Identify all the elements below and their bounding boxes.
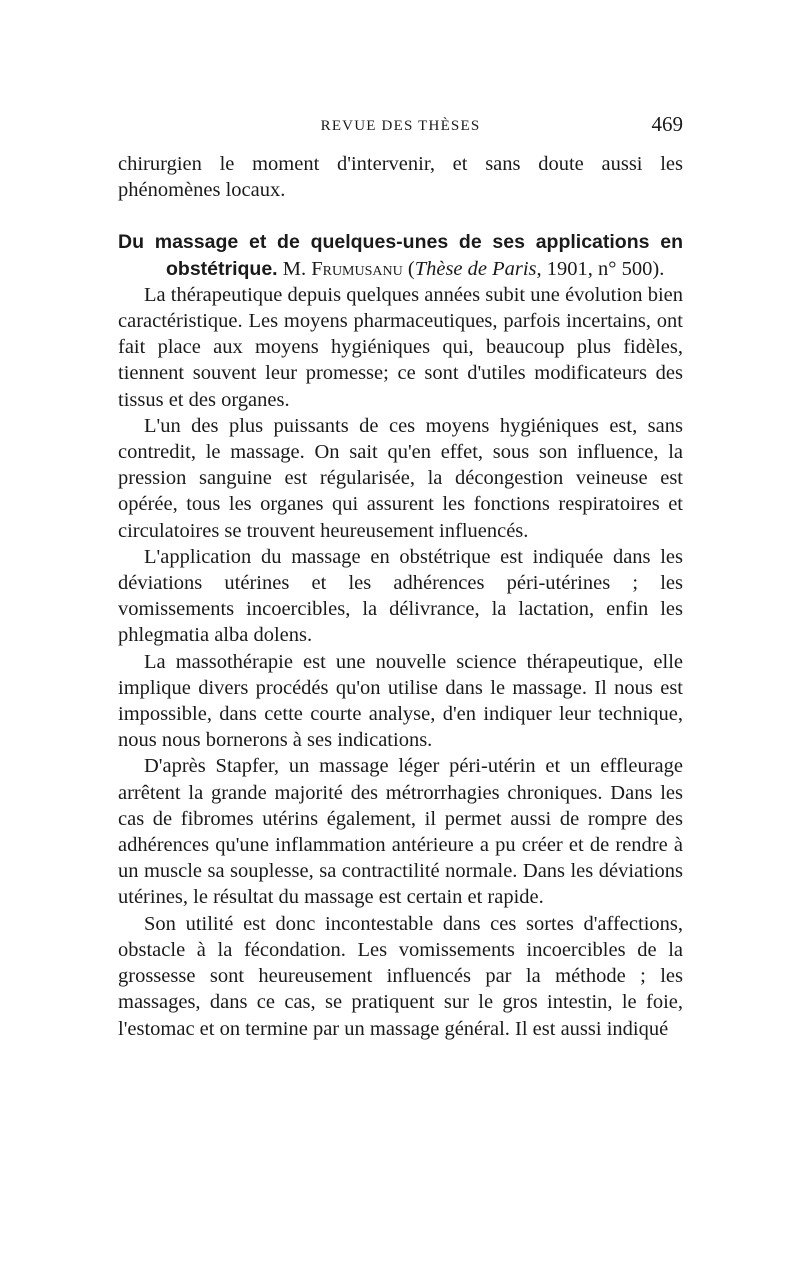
page-header [118,112,683,142]
author-prefix: M. [282,257,307,280]
paragraph-3: L'application du massage en obstétrique est indiquée dans les déviations utérines et les adhérences péri-utérines ; les vomissements incoercibles, la délivrance, la lactation, enfin les phlegmatia alba dolens. [118,545,683,647]
source-open: ( [407,257,415,280]
page-number: 469 [651,112,683,136]
source-title: Thèse de Paris [414,257,537,280]
paragraph-2: L'un des plus puissants de ces moyens hygiéniques est, sans contredit, le massage. On sait qu'en effet, sous son influence, la pression sanguine est régularisée, la décongestion veineuse est opérée, tous les organes qui assurent les fonctions respiratoires et circulatoires se trouvent heureusement influencés. [118,414,683,542]
article-author: Frumusanu [311,257,403,280]
paragraph-5: D'après Stapfer, un massage léger péri-utérin et un effleurage arrêtent la grande majorité des métrorrhagies chroniques. Dans les cas de fibromes utérins également, il permet aussi de rompre des adhérences qu'une inflammation antérieure a pu créer et de rendre à un muscle sa souplesse, sa contractilité normale. Dans les déviations utérines, le résultat du massage est certain et rapide. [118,755,683,909]
body-text [118,151,683,1042]
article-heading [118,229,683,281]
source-details: , 1901, n° 500). [536,257,665,280]
paragraph-6: Son utilité est donc incontestable dans ces sortes d'affections, obstacle à la fécondation. Les vomissements incoercibles de la grossesse sont heureusement influencés par la méthode ; les massages, dans ce cas, se pratiquent sur le gros intestin, le foie, l'estomac et on termine par un massage général. Il est aussi indiqué [118,912,683,1040]
paragraph-1: La thérapeutique depuis quelques années subit une évolution bien caractéristique. Les moyens pharmaceutiques, parfois incertains, ont fait place aux moyens hygiéniques qui, beaucoup plus fidèles, tiennent souvent leur promesse; ce sont d'utiles modificateurs des tissus et des organes. [118,283,683,411]
article-title: Du massage et de quelques-unes de ses applications en obstétrique. [118,231,683,280]
continuation-paragraph: chirurgien le moment d'intervenir, et sans doute aussi les phénomènes locaux. [118,153,683,202]
running-title: REVUE DES THÈSES [320,118,481,134]
paragraph-4: La massothérapie est une nouvelle science thérapeutique, elle implique divers procédés qu'on utilise dans le massage. Il nous est impossible, dans cette courte analyse, d'en indiquer leur technique, nous nous bornerons à ses indications. [118,650,683,752]
